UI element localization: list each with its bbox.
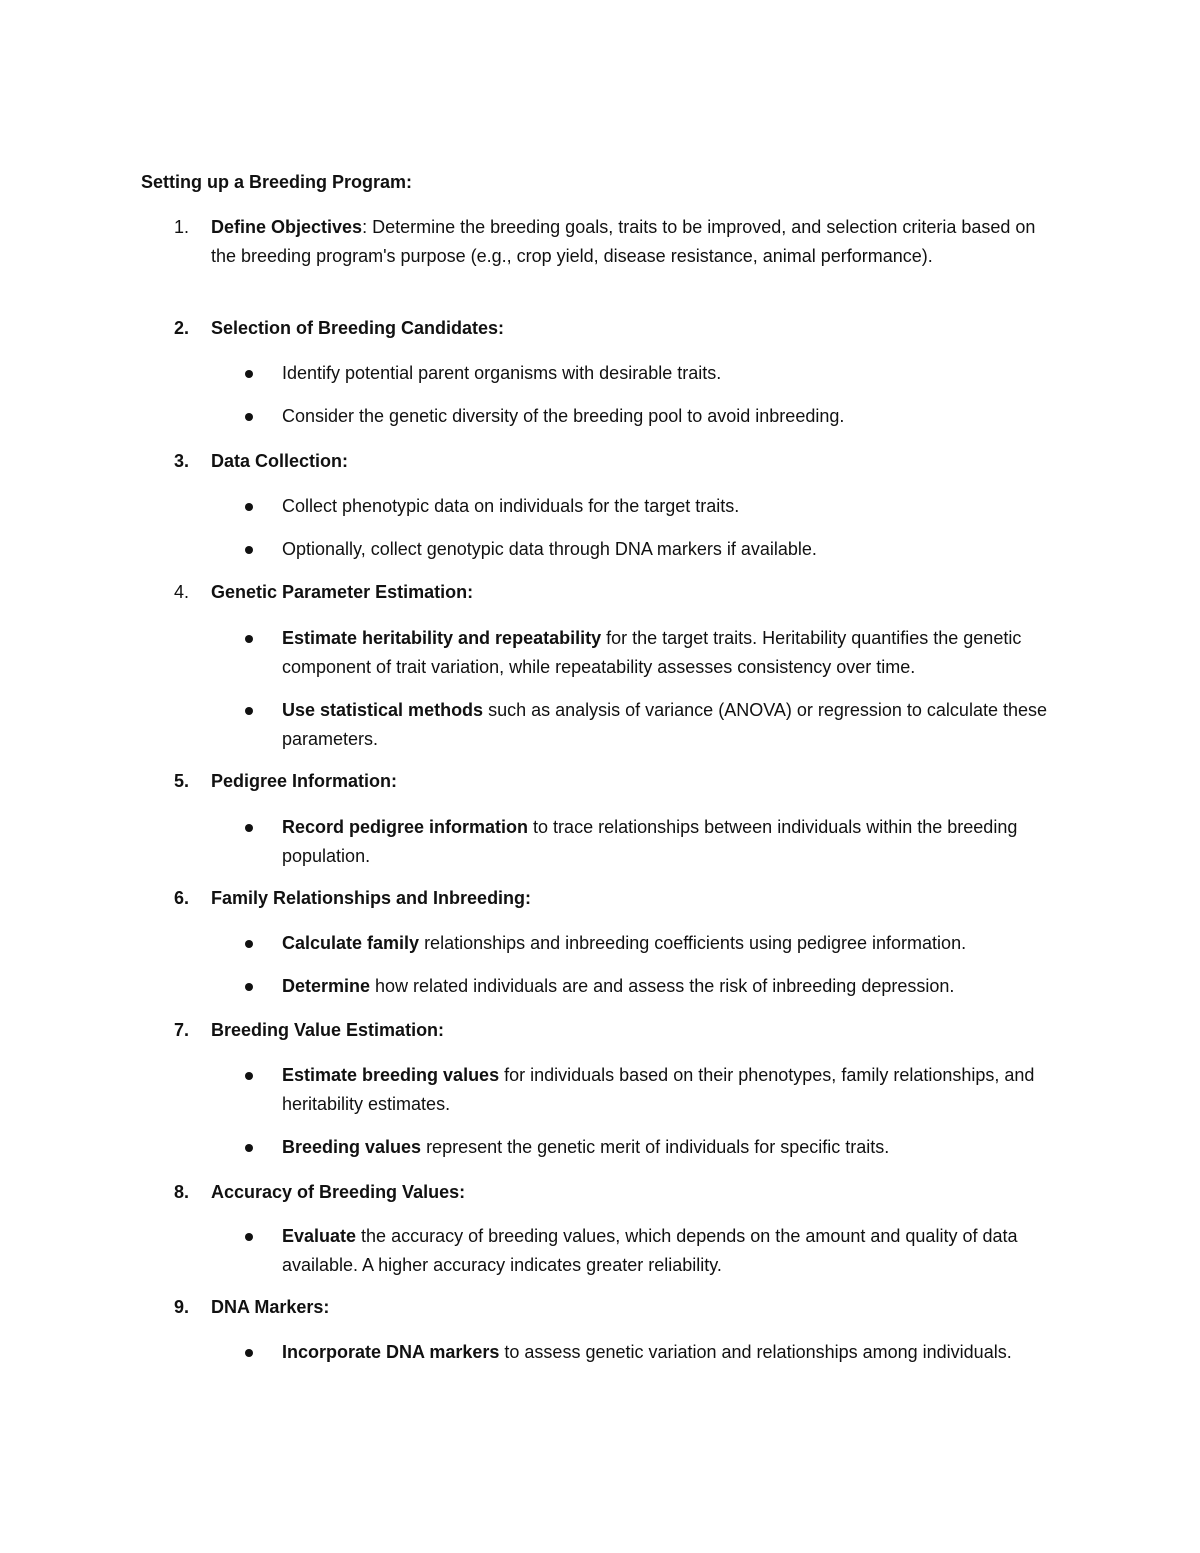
section-heading: Family Relationships and Inbreeding: <box>211 888 532 908</box>
list-item: Incorporate DNA markers to assess genetic variation and relationships among individuals. <box>282 1342 1012 1362</box>
list-item: Use statistical methods such as analysis of variance (ANOVA) or regression to calculate these parameters. <box>282 700 1048 749</box>
section-heading: Define Objectives <box>211 217 363 237</box>
section-number: 8. <box>174 1182 190 1202</box>
section-number: 4. <box>174 582 190 602</box>
list-item: Consider the genetic diversity of the breeding pool to avoid inbreeding. <box>282 406 845 426</box>
section-number: 2. <box>174 318 190 338</box>
section-text: : Determine the breeding goals, traits to be improved, and selection criteria based on the breeding program's purpose (e.g., crop yield, disease resistance, animal performance). <box>211 217 1036 266</box>
section-heading: Pedigree Information: <box>211 771 398 791</box>
section-number: 6. <box>174 888 190 908</box>
list-item: Estimate heritability and repeatability for the target traits. Heritability quantifies the genetic component of trait variation, while repeatability assesses consistency over time. <box>282 628 1022 677</box>
section-heading: DNA Markers: <box>211 1297 330 1317</box>
bullet-icon <box>245 940 253 948</box>
bullet-icon <box>245 983 253 991</box>
list-item: Record pedigree information to trace relationships between individuals within the breeding population. <box>282 817 1018 866</box>
section-heading: Genetic Parameter Estimation: <box>211 582 474 602</box>
list-item: Evaluate the accuracy of breeding values, which depends on the amount and quality of data available. A higher accuracy indicates greater reliability. <box>282 1226 1018 1275</box>
bullet-icon <box>245 370 253 378</box>
bullet-icon <box>245 413 253 421</box>
list-item: Determine how related individuals are and assess the risk of inbreeding depression. <box>282 976 955 996</box>
section-number: 1. <box>174 217 190 237</box>
section-number: 5. <box>174 771 190 791</box>
bullet-icon <box>245 1072 253 1080</box>
bullet-icon <box>245 546 253 554</box>
list-item: Breeding values represent the genetic merit of individuals for specific traits. <box>282 1137 890 1157</box>
bullet-icon <box>245 503 253 511</box>
list-item: Estimate breeding values for individuals based on their phenotypes, family relationships, and heritability estimates. <box>282 1065 1035 1114</box>
list-item: Calculate family relationships and inbreeding coefficients using pedigree information. <box>282 933 967 953</box>
section-number: 9. <box>174 1297 190 1317</box>
section-number: 7. <box>174 1020 190 1040</box>
section-number: 3. <box>174 451 190 471</box>
bullet-icon <box>245 707 253 715</box>
section-heading: Accuracy of Breeding Values: <box>211 1182 466 1202</box>
list-item: Optionally, collect genotypic data through DNA markers if available. <box>282 539 817 559</box>
list-item: Collect phenotypic data on individuals for the target traits. <box>282 496 740 516</box>
document-title: Setting up a Breeding Program: <box>141 172 413 192</box>
bullet-icon <box>245 1233 253 1241</box>
section-1-paragraph <box>211 213 1051 271</box>
section-heading: Breeding Value Estimation: <box>211 1020 445 1040</box>
section-heading: Data Collection: <box>211 451 349 471</box>
bullet-icon <box>245 824 253 832</box>
section-heading: Selection of Breeding Candidates: <box>211 318 505 338</box>
bullet-icon <box>245 1144 253 1152</box>
bullet-icon <box>245 1349 253 1357</box>
list-item: Identify potential parent organisms with desirable traits. <box>282 363 722 383</box>
bullet-icon <box>245 635 253 643</box>
